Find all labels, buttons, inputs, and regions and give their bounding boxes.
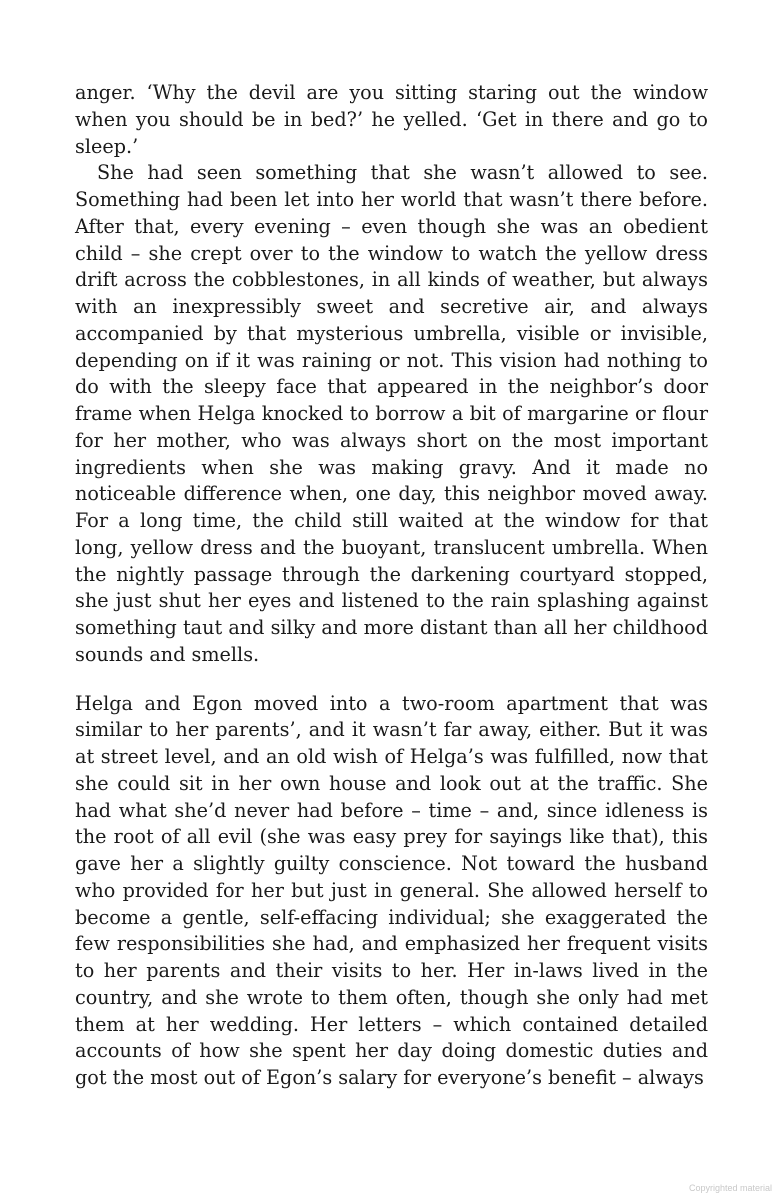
paragraph-helga-egon: Helga and Egon moved into a two-room apartment that was similar to her parents’, and it wasn’t far away, either. But it was at street level, and an old wish of Helga’s was fulfilled, now that she could sit in her own house and look out at the traffic. She had what she’d never had before – time – and, since idleness is the root of all evil (she was easy prey for sayings like that), this gave her a slightly guilty conscience. Not toward the husband who provided for her but just in general. She allowed herself to become a gentle, self-effacing individual; she exaggerated the few responsibilities she had, and emphasized her frequent visits to her parents and their visits to her. Her in-laws lived in the country, and she wrote to them often, though she only had met them at her wedding. Her letters – which contained detailed accounts of how she spent her day doing domestic duties and got the most out of Egon’s salary for everyone’s benefit – always [75,691,708,1089]
page-body [75,80,708,1092]
paragraph-yellow-dress: She had seen something that she wasn’t allowed to see. Something had been let into her world that wasn’t there before. After that, every evening – even though she was an obedient child – she crept over to the window to watch the yellow dress drift across the cobblestones, in all kinds of weather, but always with an inexpressibly sweet and secretive air, and always accompanied by that mysterious umbrella, visible or invisible, depending on if it was raining or not. This vision had nothing to do with the sleepy face that appeared in the neighbor’s door frame when Helga knocked to borrow a bit of margarine or flour for her mother, who was always short on the most important ingredients when she was making gravy. And it made no noticeable difference when, one day, this neighbor moved away. For a long time, the child still waited at the window for that long, yellow dress and the buoyant, translucent umbrella. When the nightly passage through the darkening courtyard stopped, she just shut her eyes and listened to the rain splashing against something taut and silky and more distant than all her childhood sounds and smells. [75,161,708,666]
paragraph-continuation: anger. ‘Why the devil are you sitting staring out the window when you should be in bed?’ he yelled. ‘Get in there and go to sleep.’ [75,81,708,158]
copyright-watermark: Copyrighted material [688,1183,772,1193]
section-break [75,669,708,691]
